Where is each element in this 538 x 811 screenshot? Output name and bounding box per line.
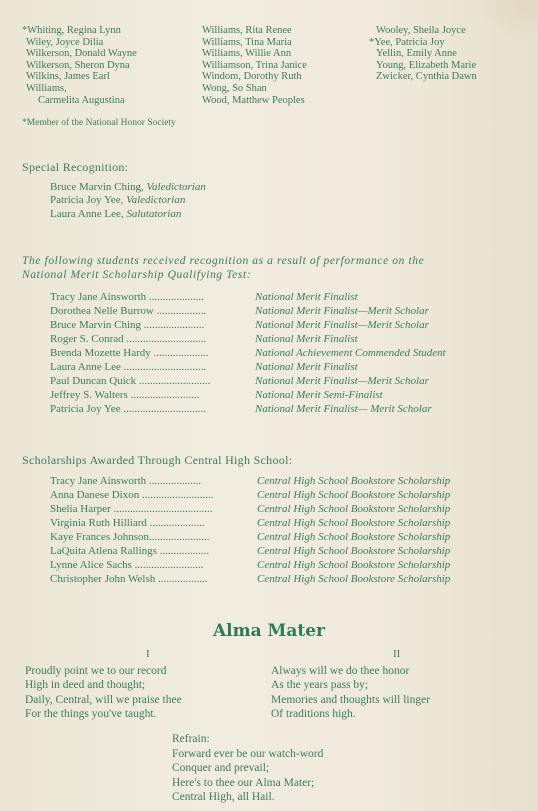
award: National Merit Finalist xyxy=(255,291,358,303)
recognition-entry xyxy=(50,181,206,194)
award: Central High School Bookstore Scholarship xyxy=(257,573,451,585)
name-entry: Wooley, Sheila Joyce xyxy=(376,25,466,36)
verse-line: For the things you've taught. xyxy=(25,707,157,720)
name-entry: *Yee, Patricia Joy xyxy=(369,36,445,48)
name-entry: Wilkerson, Sheron Dyna xyxy=(26,59,130,71)
verse-1-numeral: I xyxy=(146,648,150,660)
refrain-line: Central High, all Hail. xyxy=(172,791,275,804)
merit-row xyxy=(50,347,446,361)
award: Central High School Bookstore Scholarship xyxy=(257,475,451,487)
recognition-entry xyxy=(50,208,206,221)
award: National Merit Finalist xyxy=(255,333,358,345)
name-column-1 xyxy=(22,25,137,106)
student-name: Shelia Harper .................................... xyxy=(50,503,213,515)
paper-stain xyxy=(478,0,538,40)
student-name: LaQuita Atlena Rallings .................. xyxy=(50,545,210,557)
student-name: Lynne Alice Sachs ......................... xyxy=(50,559,204,571)
name-entry: Williamson, Trina Janice xyxy=(202,59,307,71)
merit-heading-line: The following students received recognition as a result of performance on the xyxy=(22,255,425,267)
name-entry: Wilkerson, Donald Wayne xyxy=(26,48,137,60)
honor-society-note: *Member of the National Honor Society xyxy=(22,118,176,128)
student-name: Tracy Jane Ainsworth ................... xyxy=(50,475,202,487)
merit-row xyxy=(50,403,432,417)
name-entry: Wiley, Joyce Dilia xyxy=(26,36,104,48)
name-entry: Williams, Rita Renee xyxy=(202,25,292,36)
alma-mater-title: Alma Mater xyxy=(212,621,326,641)
verse-line: Memories and thoughts will linger xyxy=(271,693,431,706)
verse-line: As the years pass by; xyxy=(271,679,369,692)
recognition-entry xyxy=(50,194,206,207)
name-entry: Carmelita Augustina xyxy=(38,94,125,106)
name-entry: Wood, Matthew Peoples xyxy=(202,94,305,106)
verse-1 xyxy=(25,664,182,721)
name-entry: Yellin, Emily Anne xyxy=(376,48,457,60)
student-name: Anna Danese Dixon .......................... xyxy=(50,489,214,501)
name-entry: Williams, xyxy=(26,82,67,94)
student-name: Bruce Marvin Ching ...................... xyxy=(50,319,205,331)
award: Central High School Bookstore Scholarship xyxy=(257,503,451,515)
special-recognition-list xyxy=(50,181,206,221)
name-column-2 xyxy=(202,25,307,106)
scholarship-row xyxy=(50,503,451,517)
scholarship-row xyxy=(50,517,451,531)
verse-line: High in deed and thought; xyxy=(25,679,146,692)
student-name: Jeffrey S. Walters ......................... xyxy=(50,389,200,401)
student-name: Paul Duncan Quick .......................... xyxy=(50,375,211,387)
verse-2-numeral: II xyxy=(393,648,401,660)
merit-row xyxy=(50,333,358,347)
name-entry: Young, Elizabeth Marie xyxy=(376,59,477,71)
verse-2 xyxy=(271,664,430,721)
scholarship-row xyxy=(50,475,451,489)
refrain-label: Refrain: xyxy=(172,733,210,745)
award: Central High School Bookstore Scholarship xyxy=(257,559,451,571)
recognition-name: Laura Anne Lee, xyxy=(50,207,124,220)
merit-heading xyxy=(22,255,424,282)
award: National Merit Finalist—Merit Scholar xyxy=(255,305,429,317)
student-name: Roger S. Conrad ............................. xyxy=(50,333,207,345)
special-recognition-heading: Special Recognition: xyxy=(22,160,129,174)
name-entry: Windom, Dorothy Ruth xyxy=(202,71,302,83)
recognition-title: Salutatorian xyxy=(126,207,182,220)
student-name: Patricia Joy Yee .............................. xyxy=(50,403,206,415)
student-name: Christopher John Welsh .................. xyxy=(50,573,208,585)
merit-row xyxy=(50,361,358,375)
recognition-title: Valedictorian xyxy=(146,181,206,193)
merit-heading-line: National Merit Scholarship Qualifying Test: xyxy=(22,268,252,281)
scholarship-row xyxy=(50,559,451,573)
recognition-name: Patricia Joy Yee, xyxy=(50,194,124,207)
verse-line: Of traditions high. xyxy=(271,707,356,720)
award: National Merit Finalist xyxy=(255,361,358,373)
award: Central High School Bookstore Scholarship xyxy=(257,517,451,529)
award: National Merit Finalist—Merit Scholar xyxy=(255,319,429,331)
award: Central High School Bookstore Scholarship xyxy=(257,531,451,543)
scholarship-row xyxy=(50,573,451,587)
name-entry: Wilkins, James Earl xyxy=(26,71,110,83)
scholarship-row xyxy=(50,489,451,503)
scholarship-row xyxy=(50,531,451,545)
recognition-name: Bruce Marvin Ching, xyxy=(50,181,144,193)
name-entry: Wong, So Shan xyxy=(202,82,267,94)
name-entry: *Whiting, Regina Lynn xyxy=(22,25,121,36)
verse-line: Daily, Central, will we praise thee xyxy=(25,693,182,706)
refrain xyxy=(172,732,323,805)
merit-row xyxy=(50,389,383,403)
award: National Merit Semi-Finalist xyxy=(255,389,383,401)
verse-line: Proudly point we to our record xyxy=(25,665,167,677)
award: National Merit Finalist— Merit Scholar xyxy=(255,403,432,415)
merit-row xyxy=(50,291,358,305)
student-name: Laura Anne Lee .............................. xyxy=(50,361,207,373)
name-entry: Williams, Willie Ann xyxy=(202,48,292,60)
student-name: Tracy Jane Ainsworth .................... xyxy=(50,291,204,303)
student-name: Brenda Mozette Hardy .................... xyxy=(50,347,209,359)
merit-row xyxy=(50,319,429,333)
recognition-title: Valedictorian xyxy=(126,194,186,207)
scholarship-row xyxy=(50,545,451,559)
name-entry: Williams, Tina Maria xyxy=(202,36,292,48)
merit-row xyxy=(50,305,429,319)
name-entry: Zwicker, Cynthia Dawn xyxy=(376,71,477,83)
student-name: Dorothea Nelle Burrow .................. xyxy=(50,305,207,317)
name-column-3 xyxy=(369,25,477,83)
merit-row xyxy=(50,375,429,389)
refrain-line: Here's to thee our Alma Mater; xyxy=(172,776,315,789)
award: Central High School Bookstore Scholarship xyxy=(257,489,451,501)
refrain-line: Conquer and prevail; xyxy=(172,762,270,775)
award: Central High School Bookstore Scholarship xyxy=(257,545,451,557)
student-name: Virginia Ruth Hilliard .................... xyxy=(50,517,205,529)
award: National Achievement Commended Student xyxy=(255,347,446,359)
verse-line: Always will we do thee honor xyxy=(271,665,410,677)
award: National Merit Finalist—Merit Scholar xyxy=(255,375,429,387)
student-name: Kaye Frances Johnson...................... xyxy=(50,531,210,543)
scholarships-heading: Scholarships Awarded Through Central High School: xyxy=(22,453,293,467)
refrain-line: Forward ever be our watch-word xyxy=(172,747,324,760)
